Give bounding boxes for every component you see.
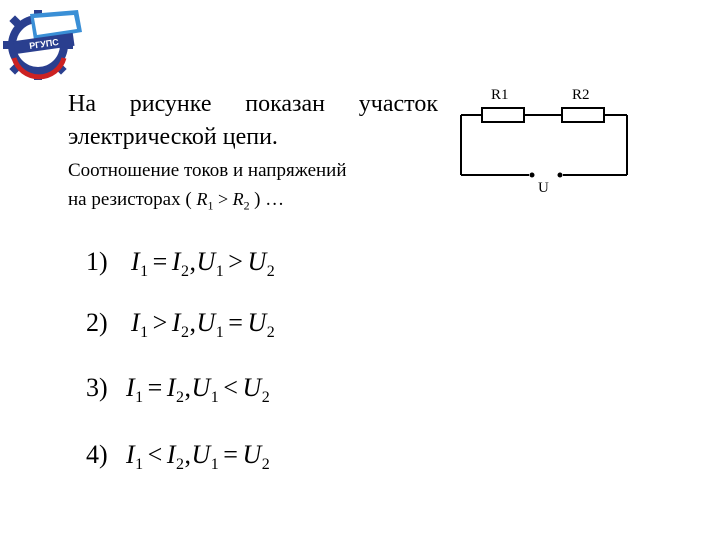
answer-number: 1): [86, 247, 108, 276]
formula-u-relation: =: [228, 308, 244, 337]
formula-separator: ,: [189, 247, 197, 276]
formula-i1-sub: 1: [140, 263, 149, 281]
answer-number: 2): [86, 308, 108, 337]
answer-option-2[interactable]: [86, 308, 275, 348]
question-title-line2: электрической цепи.: [68, 124, 278, 150]
formula-i1: I: [131, 247, 141, 276]
formula-u2: U: [247, 308, 267, 337]
formula-i2-sub: 2: [181, 324, 190, 342]
logo-text: РГУПС: [28, 36, 60, 52]
u-label: U: [538, 180, 549, 196]
answer-option-4[interactable]: [86, 440, 270, 480]
formula-u1-sub: 1: [210, 389, 220, 407]
formula-separator: ,: [189, 308, 197, 337]
formula-i1: I: [126, 373, 136, 402]
formula-i2-sub: 2: [176, 389, 185, 407]
formula-u1: U: [196, 247, 216, 276]
question-body-prefix: на резисторах (: [68, 189, 192, 210]
formula-u1-sub: 1: [210, 456, 220, 474]
formula-separator: ,: [184, 440, 192, 469]
formula-i1-sub: 1: [135, 456, 144, 474]
question-title-line1: На рисунке показан участок: [68, 91, 438, 117]
ratio-left: R: [196, 189, 208, 209]
ratio-left-sub: 1: [207, 198, 214, 213]
answer-formula: [131, 247, 275, 281]
answer-formula: [131, 308, 275, 342]
formula-i-relation: >: [152, 308, 168, 337]
answer-option-3[interactable]: [86, 373, 270, 413]
formula-u-relation: >: [228, 247, 244, 276]
formula-i1: I: [126, 440, 136, 469]
formula-u2-sub: 2: [261, 389, 271, 407]
answer-number: 3): [86, 373, 108, 402]
r1-label: R1: [491, 87, 509, 103]
answer-formula: [126, 440, 270, 474]
formula-u2-sub: 2: [266, 324, 276, 342]
formula-u2: U: [242, 440, 262, 469]
formula-u-relation: =: [223, 440, 239, 469]
formula-i2: I: [166, 440, 177, 469]
ratio-right-sub: 2: [243, 198, 250, 213]
ratio-right: R: [232, 189, 244, 209]
question-body-line1: Соотношение токов и напряжений: [68, 160, 347, 181]
formula-u2-sub: 2: [266, 263, 276, 281]
formula-i2: I: [166, 373, 177, 402]
ratio-op: >: [217, 189, 229, 209]
formula-i1-sub: 1: [140, 324, 149, 342]
formula-i2-sub: 2: [181, 263, 190, 281]
formula-i-relation: <: [147, 440, 163, 469]
formula-i-relation: =: [147, 373, 163, 402]
question-body-suffix: ) …: [254, 189, 285, 210]
formula-u2-sub: 2: [261, 456, 271, 474]
formula-u1-sub: 1: [215, 263, 225, 281]
formula-i2-sub: 2: [176, 456, 185, 474]
answer-option-1[interactable]: [86, 247, 275, 287]
formula-separator: ,: [184, 373, 192, 402]
formula-i2: I: [171, 247, 182, 276]
formula-i2: I: [171, 308, 182, 337]
formula-u-relation: <: [223, 373, 239, 402]
formula-u1: U: [196, 308, 216, 337]
formula-i1-sub: 1: [135, 389, 144, 407]
r2-label: R2: [572, 87, 590, 103]
formula-i-relation: =: [152, 247, 168, 276]
formula-u2: U: [242, 373, 262, 402]
formula-u1: U: [191, 373, 211, 402]
formula-u2: U: [247, 247, 267, 276]
answer-formula: [126, 373, 270, 407]
answer-number: 4): [86, 440, 108, 469]
formula-u1-sub: 1: [215, 324, 225, 342]
formula-i1: I: [131, 308, 141, 337]
formula-u1: U: [191, 440, 211, 469]
